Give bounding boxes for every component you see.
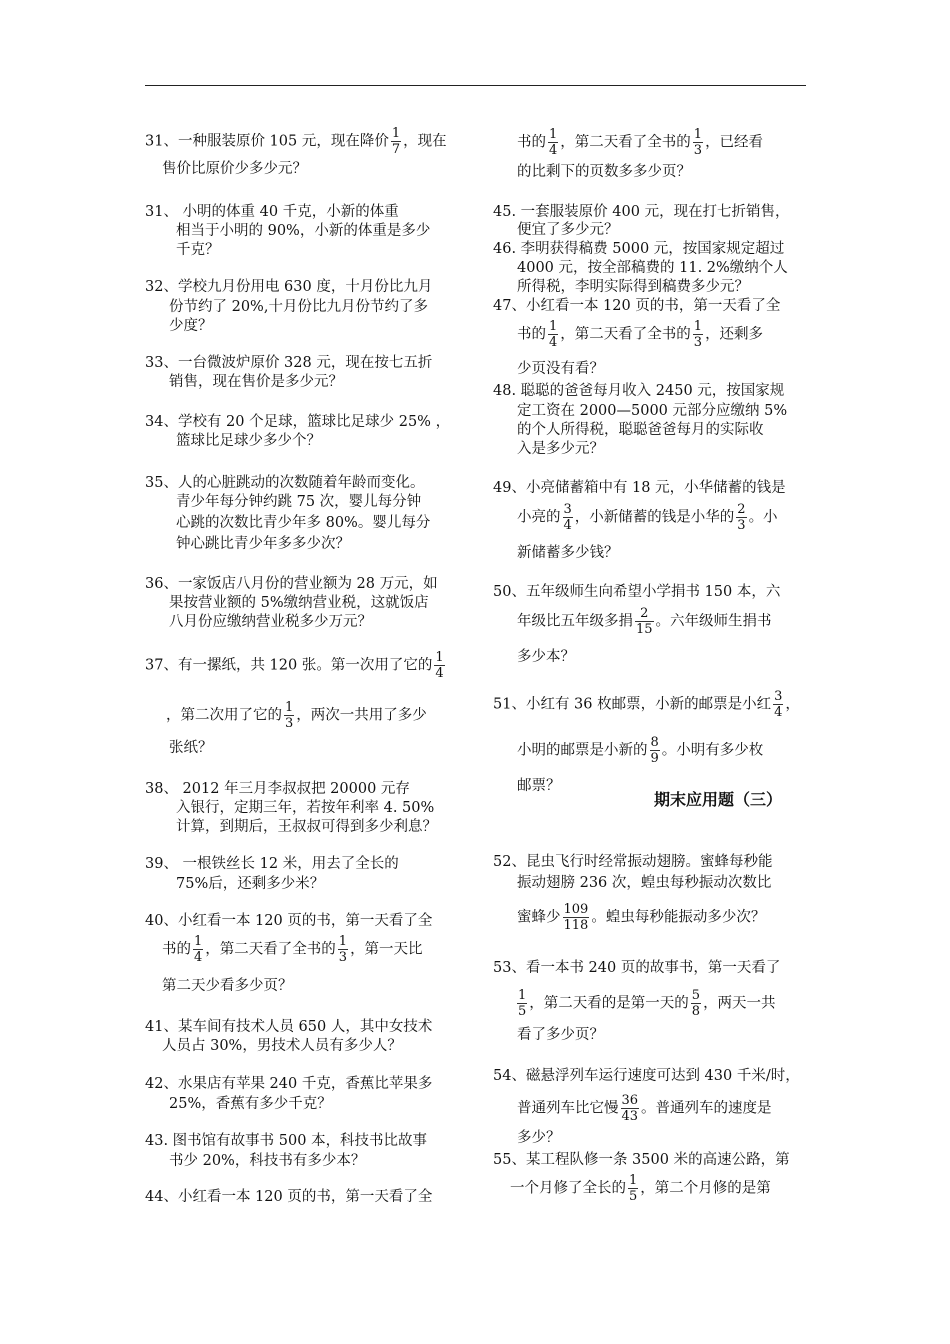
fraction: $\frac{5}{8}$ xyxy=(691,988,701,1019)
question-53-line-2: $\frac{1}{5}$ ，第二天看的是第一天的 $\frac{5}{8}$ ，两天一共 xyxy=(518,988,776,1019)
section-title: 期末应用题（三） xyxy=(654,790,783,809)
fraction: $\frac{1}{3}$ xyxy=(693,319,703,350)
question-31b-line-2: 相当于小明的 90%，小新的体重是多少 xyxy=(176,223,431,239)
question-49-line-3: 新储蓄多少钱？ xyxy=(517,545,619,561)
question-35-line-4: 钟心跳比青少年多多少次？ xyxy=(176,536,350,552)
question-35-line-2: 青少年每分钟约跳 75 次，婴儿每分钟 xyxy=(176,494,422,510)
question-43-line-1: 43. 图书馆有故事书 500 本，科技书比故事 xyxy=(145,1133,428,1149)
fraction: $\frac{1}{4}$ xyxy=(435,650,444,681)
fraction: $\frac{1}{3}$ xyxy=(338,934,348,965)
question-50-line-1: 50、五年级师生向希望小学捐书 150 本，六 xyxy=(493,584,781,600)
question-40-line-2: 书的 $\frac{1}{4}$ ，第二天看了全书的 $\frac{1}{3}$ ，第一天比 xyxy=(162,934,423,965)
question-52-line-1: 52、昆虫飞行时经常振动翅膀。蜜蜂每秒能 xyxy=(493,854,773,870)
question-53-line-3: 看了多少页？ xyxy=(517,1027,604,1043)
fraction: $\frac{3}{4}$ xyxy=(774,689,783,720)
fraction: $\frac{1}{3}$ xyxy=(285,700,294,731)
question-40-line-1: 40、小红看一本 120 页的书，第一天看了全 xyxy=(145,913,433,929)
question-48-line-3: 的个人所得税，聪聪爸爸每月的实际收 xyxy=(517,422,764,438)
question-33-line-2: 销售，现在售价是多少元？ xyxy=(169,374,343,390)
fraction: $\frac{3}{4}$ xyxy=(563,502,572,533)
question-55-line-2: 一个月修了全长的 $\frac{1}{5}$ ，第二个月修的是第 xyxy=(510,1173,771,1204)
question-50-line-3: 多少本？ xyxy=(517,649,575,665)
question-35-line-1: 35、人的心脏跳动的次数随着年龄而变化。 xyxy=(145,475,425,491)
fraction: $\frac{1}{3}$ xyxy=(693,127,703,158)
fraction: $\frac{109}{118}$ xyxy=(563,902,589,933)
fraction: $\frac{2}{15}$ xyxy=(636,606,653,637)
header-rule xyxy=(145,85,806,86)
question-32-line-2: 份节约了 20%,十月份比九月份节约了多 xyxy=(169,299,428,315)
question-53-line-1: 53、看一本书 240 页的故事书，第一天看了 xyxy=(493,960,781,976)
question-49-line-2: 小亮的 $\frac{3}{4}$ ，小新储蓄的钱是小华的 $\frac{2}{3}$ 。小 xyxy=(517,502,778,533)
question-47-line-3: 少页没有看？ xyxy=(517,361,604,377)
question-38-line-1: 38、 2012 年三月李叔叔把 20000 元存 xyxy=(145,781,410,797)
question-46-line-1: 46. 李明获得稿费 5000 元，按国家规定超过 xyxy=(493,241,785,257)
question-54-line-1: 54、磁悬浮列车运行速度可达到 430 千米/时， xyxy=(493,1068,800,1084)
fraction: $\frac{36}{43}$ xyxy=(621,1093,639,1124)
question-31b-line-1: 31、 小明的体重 40 千克，小新的体重 xyxy=(145,204,399,220)
question-45-line-1: 45. 一套服装原价 400 元，现在打七折销售， xyxy=(493,204,790,220)
question-47-line-2: 书的 $\frac{1}{4}$ ，第二天看了全书的 $\frac{1}{3}$ ，还剩多 xyxy=(517,319,764,350)
question-51-line-2: 小明的邮票是小新的 $\frac{8}{9}$ 。小明有多少枚 xyxy=(517,735,764,766)
fraction: $\frac{8}{9}$ xyxy=(650,735,659,766)
question-51-line-3: 邮票？ xyxy=(517,778,561,794)
question-36-line-3: 八月份应缴纳营业税多少万元？ xyxy=(169,614,372,630)
question-34-line-1: 34、学校有 20 个足球，篮球比足球少 25% ， xyxy=(145,414,451,430)
question-36-line-2: 果按营业额的 5%缴纳营业税，这就饭店 xyxy=(169,595,429,611)
question-31b-line-3: 千克？ xyxy=(176,242,220,258)
fraction: $\frac{1}{4}$ xyxy=(194,934,203,965)
question-44-line-1: 44、小红看一本 120 页的书，第一天看了全 xyxy=(145,1189,433,1205)
question-48-line-4: 入是多少元？ xyxy=(517,441,604,457)
question-32-line-3: 少度？ xyxy=(169,318,213,334)
question-45-line-2: 便宜了多少元？ xyxy=(517,222,619,238)
question-48-line-2: 定工资在 2000—5000 元部分应缴纳 5% xyxy=(517,403,788,419)
question-54-line-3: 多少？ xyxy=(517,1130,561,1146)
question-52-line-3: 蜜蜂少 $\frac{109}{118}$ 。蝗虫每秒能振动多少次？ xyxy=(517,902,766,933)
question-44-line-3: 的比剩下的页数多多少页？ xyxy=(517,164,691,180)
fraction: $\frac{1}{7}$ xyxy=(391,126,401,157)
question-37-line-2: ，第二次用了它的 $\frac{1}{3}$ ，两次一共用了多少 xyxy=(166,700,427,731)
question-49-line-1: 49、小亮储蓄箱中有 18 元，小华储蓄的钱是 xyxy=(493,480,786,496)
question-31a-line-1: 31、一种服装原价 105 元，现在降价 $\frac{1}{7}$ ，现在 xyxy=(145,126,447,157)
fraction: $\frac{1}{4}$ xyxy=(549,319,558,350)
question-44-line-2: 书的 $\frac{1}{4}$ ，第二天看了全书的 $\frac{1}{3}$ ，已经看 xyxy=(517,127,764,158)
question-39-line-2: 75%后，还剩多少米？ xyxy=(176,876,325,892)
question-48-line-1: 48. 聪聪的爸爸每月收入 2450 元，按国家规 xyxy=(493,383,785,399)
question-51-line-1: 51、小红有 36 枚邮票，小新的邮票是小红 $\frac{3}{4}$ ， xyxy=(493,689,800,720)
question-36-line-1: 36、一家饭店八月份的营业额为 28 万元，如 xyxy=(145,576,438,592)
question-37-line-3: 张纸？ xyxy=(169,740,213,756)
question-39-line-1: 39、 一根铁丝长 12 米，用去了全长的 xyxy=(145,856,399,872)
fraction: $\frac{1}{5}$ xyxy=(518,988,527,1019)
question-52-line-2: 振动翅膀 236 次，蝗虫每秒振动次数比 xyxy=(517,875,772,891)
question-32-line-1: 32、学校九月份用电 630 度，十月份比九月 xyxy=(145,279,433,295)
question-40-line-3: 第二天少看多少页？ xyxy=(162,978,293,994)
question-41-line-2: 人员占 30%，男技术人员有多少人？ xyxy=(162,1038,402,1054)
question-46-line-3: 所得税，李明实际得到稿费多少元？ xyxy=(517,279,749,295)
fraction: $\frac{1}{5}$ xyxy=(629,1173,638,1204)
question-50-line-2: 年级比五年级多捐 $\frac{2}{15}$ 。六年级师生捐书 xyxy=(517,606,772,637)
question-31a-line-2: 售价比原价少多少元？ xyxy=(162,161,307,177)
question-41-line-1: 41、某车间有技术人员 650 人，其中女技术 xyxy=(145,1019,433,1035)
question-54-line-2: 普通列车比它慢 $\frac{36}{43}$ 。普通列车的速度是 xyxy=(517,1093,772,1124)
question-55-line-1: 55、某工程队修一条 3500 米的高速公路，第 xyxy=(493,1152,790,1168)
question-38-line-3: 计算，到期后，王叔叔可得到多少利息？ xyxy=(176,819,437,835)
question-47-line-1: 47、小红看一本 120 页的书，第一天看了全 xyxy=(493,298,781,314)
question-33-line-1: 33、一台微波炉原价 328 元，现在按七五折 xyxy=(145,355,433,371)
fraction: $\frac{1}{4}$ xyxy=(549,127,558,158)
question-43-line-2: 书少 20%，科技书有多少本？ xyxy=(169,1153,366,1169)
fraction: $\frac{2}{3}$ xyxy=(737,502,746,533)
question-35-line-3: 心跳的次数比青少年多 80%。婴儿每分 xyxy=(176,515,431,531)
question-38-line-2: 入银行，定期三年，若按年利率 4. 50% xyxy=(176,800,435,816)
question-34-line-2: 篮球比足球少多少个？ xyxy=(176,433,321,449)
question-46-line-2: 4000 元，按全部稿费的 11. 2%缴纳个人 xyxy=(517,260,788,276)
question-37-line-1: 37、有一摞纸，共 120 张。第一次用了它的 $\frac{1}{4}$ xyxy=(145,650,444,681)
question-42-line-1: 42、水果店有苹果 240 千克，香蕉比苹果多 xyxy=(145,1076,433,1092)
question-42-line-2: 25%，香蕉有多少千克？ xyxy=(169,1096,332,1112)
